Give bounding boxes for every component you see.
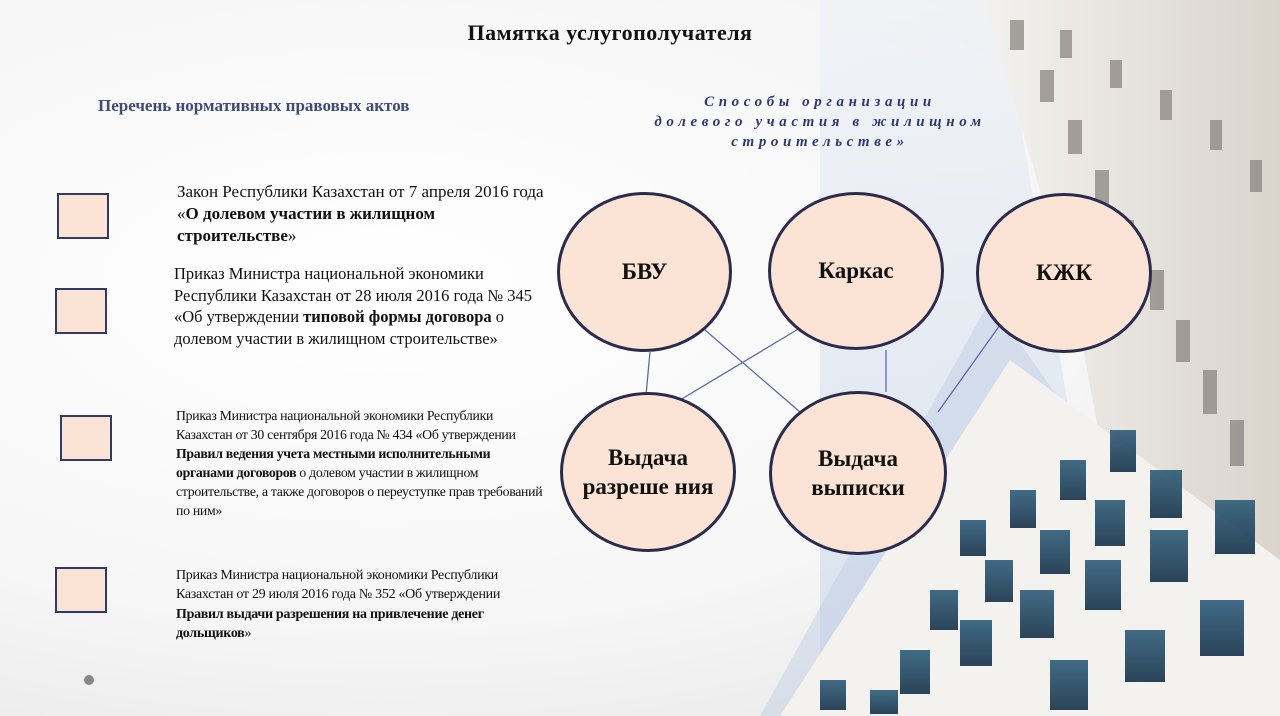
node-kzhk-label: КЖК: [1035, 260, 1093, 285]
node-permit: [560, 392, 736, 552]
node-karkas-label: Каркас: [818, 258, 894, 283]
connector-karkas-permit: [680, 328, 800, 400]
node-extract: [769, 391, 947, 555]
slide-title: Памятка услугополучателя: [467, 20, 753, 45]
law-2-text: Приказ Министра национальной экономики Республики Казахстан от 28 июля 2016 года № 345 «Об утверждении типовой формы договора о долевом участии в жилищном строительстве»: [174, 264, 533, 348]
node-permit-label: Выдача разреше ния: [582, 445, 714, 499]
law-4-text: Приказ Министра национальной экономики Республики Казахстан от 29 июля 2016 года № 352 «Об утверждении Правил выдачи разрешения на привлечение денег дольщиков»: [176, 568, 501, 641]
slide-marker-dot: [84, 675, 94, 685]
connector-bvu-extract: [705, 330, 800, 412]
law-1-text: Закон Республики Казахстан от 7 апреля 2016 года «О долевом участии в жилищном строительстве»: [177, 182, 544, 245]
connector-bvu-permit: [646, 352, 650, 395]
node-bvu: [557, 192, 732, 352]
methods-heading-line-1: Способы организации: [704, 94, 936, 110]
connector-kzhk-extract: [938, 325, 1000, 412]
node-kzhk: [976, 193, 1152, 353]
node-extract-label: Выдача выписки: [811, 446, 905, 500]
methods-heading-line-2: долевого участия в жилищном: [654, 114, 986, 130]
legal-acts-heading: Перечень нормативных правовых актов: [98, 96, 410, 115]
node-karkas: [768, 192, 944, 350]
methods-heading-line-3: строительстве»: [731, 134, 909, 150]
law-3-text: Приказ Министра национальной экономики Республики Казахстан от 30 сентября 2016 года № 434 «Об утверждении Правил ведения учета местными исполнительными органами договоров о долевом участии в жилищном строительстве, а также договоров о переуступке прав требований по ним»: [176, 408, 543, 519]
node-bvu-label: БВУ: [621, 259, 668, 284]
